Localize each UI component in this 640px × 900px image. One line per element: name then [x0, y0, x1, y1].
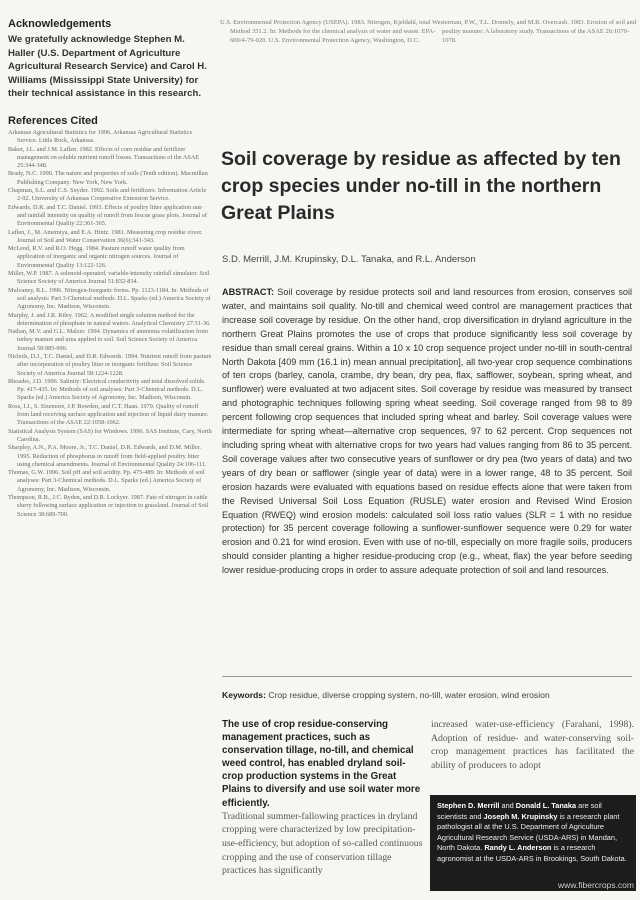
abstract [222, 286, 632, 578]
bio-text: is a research agronomist at the USDA-ARS in Brookings, South Dakota. [437, 843, 627, 863]
reference-item-usepa: U.S. Environmental Protection Agency (USEPA). 1983. Nitrogen, Kjeldahl, total Method 351.2. In: Methods for the chemical analysis of water and waste. EPA-600/4-79-020. U.S. Environmental Protection Agency, Washington, D.C. [220, 19, 436, 45]
keywords-label: Keywords: [222, 690, 266, 700]
acknowledgements-heading: Acknowledgements [8, 18, 112, 30]
bio-author-name: Randy L. Anderson [484, 843, 552, 852]
bio-text: and [501, 801, 514, 810]
bio-text: is a research plant pathologist all at the U.S. Department of Agriculture Agricultural Research Service (USDA-ARS) in Mandan, North Dakota. [437, 811, 620, 852]
left-column [8, 18, 212, 519]
body-lead-paragraph: The use of crop residue-conserving management practices, such as conservation tillage, no-till, and chemical weed control, has enabled dryland soil-crop production systems in the Great Plains to diversify and use soil water more efficiently. [222, 719, 421, 809]
reference-item: Sharpley, A.N., P.A. Moore, Jr., T.C. Daniel, D.R. Edwards, and D.M. Miller. 1995. Reduction of phosphorus in runoff from field-applied poultry litter using chemical amendments. Journal of Environmental Quality 24:106-111. [8, 444, 207, 468]
article-title: Soil coverage by residue as affected by ten crop species under no-till in the northern Great Plains [221, 148, 621, 224]
reference-item: Murphy, J. and J.R. Riley. 1962. A modified single solution method for the determination of phosphate in natural waters. Analytical Chemistry 27:31-36. [8, 311, 211, 327]
reference-item: Edwards, D.R. and T.C. Daniel. 1993. Effects of poultry litter application rate and rainfall intensity on quality of runoff from fescue grass plots. Journal of Environmental Quality 22:361-365. [8, 203, 207, 228]
abstract-label: ABSTRACT: [222, 287, 275, 297]
reference-item-westerman: Westerman, P.W., T.L. Donnely, and M.R. Overcash. 1983. Erosion of soil and poultry manure: A laboratory study. Transactions of the ASAE 26:1070-1078. [432, 19, 637, 45]
references-heading: References Cited [8, 114, 98, 127]
reference-item: Thomas, G.W. 1996. Soil pH and soil acidity. Pp. 475-489. In: Methods of soil analyses: Part 3-Chemical methods. D.L. Sparks (ed.) America Society of Agronomy, Inc. Madison, Wisconsin. [8, 469, 205, 493]
watermark: www.fibercrops.com [557, 880, 634, 890]
reference-item: McLeod, R.V. and R.O. Hegg. 1984. Pasture runoff water quality from application of inorganic and organic nitrogen sources. Journal of Environmental Quality 13:122-126. [8, 245, 185, 269]
body-column-right: increased water-use-efficiency (Farahani, 1998). Adoption of residue- and water-conserving soil-crop management practices has facilitated the ability of producers to adopt [431, 719, 634, 772]
reference-item: Ross, I.J., S. Sizemore, J.P. Bowden, and C.T. Haan. 1979. Quality of runoff from land receiving surface application and injection of liquid dairy manure. Transactions of the ASAE 22:1058-1062. [8, 402, 209, 427]
body-paragraph: Traditional summer-fallowing practices in dryland cropping were characterized by low precipitation-use-efficiency, but adoption of so-called continuous cropping and the use of conservation tillage practices has significantly [222, 810, 423, 877]
keywords-text: Crop residue, diverse cropping system, no-till, water erosion, wind erosion [268, 690, 550, 700]
bio-text: are soil scientists and [437, 801, 602, 821]
reference-list [8, 129, 212, 519]
reference-item: Thompson, R.B., J.C. Ryden, and D.R. Lockyer. 1987. Fate of nitrogen in cattle slurry following surface application or injection to grassland. Journal of Soil Science 38:689-700. [8, 494, 209, 518]
reference-item: Chapman, S.L. and C.S. Snyder. 1992. Soils and fertilizers. Information Article 2-92. University of Arkansas Cooperative Extension Service. [8, 187, 207, 203]
article-authors: S.D. Merrill, J.M. Krupinsky, D.L. Tanaka, and R.L. Anderson [222, 254, 476, 265]
acknowledgements-body: We gratefully acknowledge Stephen M. Haller (U.S. Department of Agriculture Agricultural Research Service) and Carol H. Williams (Mississippi State University) for their technical assistance in this research. [8, 34, 207, 100]
bio-author-name: Stephen D. Merrill [437, 801, 500, 810]
reference-item: Baker, J.L. and J.M. Laflen. 1982. Effects of corn residue and fertilizer management on soluble nutrient runoff losses. Transactions of the ASAE 25:344-348. [8, 145, 200, 170]
reference-item: Laflen, J., M. Amemiya, and E.A. Hintz. 1981. Measuring crop residue cover. Journal of Soil and Water Conservation 36(6):341-343. [8, 228, 203, 244]
bio-author-name: Joseph M. Krupinsky [483, 811, 558, 821]
reference-item: Brady, N.C. 1990. The nature and properties of soils (Tenth edition). Macmillan Publishing Company. New York, New York. [8, 170, 208, 186]
reference-item: Statistical Analysis System (SAS) for Windows. 1996. SAS Institute, Cary, North Carolina. [8, 427, 212, 443]
abstract-text: Soil coverage by residue protects soil and land resources from erosion, conserves soil water, and maintains soil quality. No-till and chemical weed control are management practices that increase soil coverage by residue. On the other hand, crop diversification in dryland agriculture in the northern Great Plains promotes the use of crops that produce significantly less soil coverage by residue than small cereal grains. Within a 10 x 10 crop sequence project under no-till in south-central North Dakota [409 mm (16.1 in) mean annual precipitation], all two-year crop sequence combinations of ten crops (barley, canola, crambe, dry bean, dry pea, flax, safflower, soybean, spring wheat, and sunflower) were evaluated at two adjacent sites. Soil coverage by residue was measured by transect and photographic techniques following spring wheat seeding. Soil coverage ranged from 98 to 89 percent following crop sequences that included spring wheat and barley. Soil coverage values were intermediate for spring wheat—alternative crop sequences, 97 to 62 percent. Crop sequences not including spring wheat with alternative crops for two years had values ranging from 86 to 35 percent. Soil coverage values after two consecutive years of sunflower or dry pea (two years of data) and two years of dry bean or safflower (single year of data) were in a lower range, 48 to 35 percent. Soil erosion hazards were evaluated with equations based on residue effects alone that were taken from the Revised Universal Soil Loss Equation (RUSLE) water erosion and Revised Wind Erosion Equation (RWEQ) wind erosion models: calculated soil loss ratio values (SLR = 1 with no residue protection) for 35 percent coverage following a sunflower-sunflower sequence were 0.29 for water erosion and 0.21 for wind erosion. Even with use of no-till, especially on more fragile soils, producers should consider planting a higher residue-producing crop (e.g., wheat, flax) the year before seeding lower residue-producing crops in order to assure adequate protection of soil and land resources. [222, 287, 632, 576]
bio-author-name: Donald L. Tanaka [515, 801, 577, 810]
reference-item: Nathan, M.V. and G.L. Malzer. 1994. Dynamics of ammonia volatilization from turkey manure and urea applied to soil. Soil Science Society of America Journal 58:985-990. [8, 328, 209, 352]
keywords [222, 690, 632, 700]
body-column-middle [222, 718, 424, 878]
divider [222, 676, 632, 677]
reference-item: Rhoades, J.D. 1996. Salinity: Electrical conductivity and total dissolved solids. Pp. 417-435. In: Methods of soil analyses: Part 3-Chemical methods. D.L. Sparks (ed.) America Society of Agronomy, Inc. Madison, Wisconsin. [8, 377, 206, 402]
reference-item: Nichols, D.J., T.C. Daniel, and D.R. Edwards. 1994. Nutrient runoff from pasture after incorporation of poultry litter or inorganic fertilizer. Soil Science Society of America Journal 58:1224-1228. [8, 352, 212, 377]
reference-item: Miller, W.P. 1987. A solenoid-operated, variable-intensity rainfall simulator. Soil Science Society of America Journal 51:832-834. [8, 270, 210, 286]
author-bio-box [430, 795, 636, 891]
reference-item: Arkansas Agricultural Statistics for 1996. Arkansas Agricultural Statistics Service. Little Rock, Arkansas. [8, 128, 192, 145]
reference-item: Mulvaney, R.L. 1996. Nitrogen-Inorganic forms. Pp. 1123-1184. In: Methods of soil analysis: Part 3-Chemical methods. D.L. Sparks (ed.) America Society of Agronomy, Inc. Madison, Wisconsin. [8, 286, 211, 311]
